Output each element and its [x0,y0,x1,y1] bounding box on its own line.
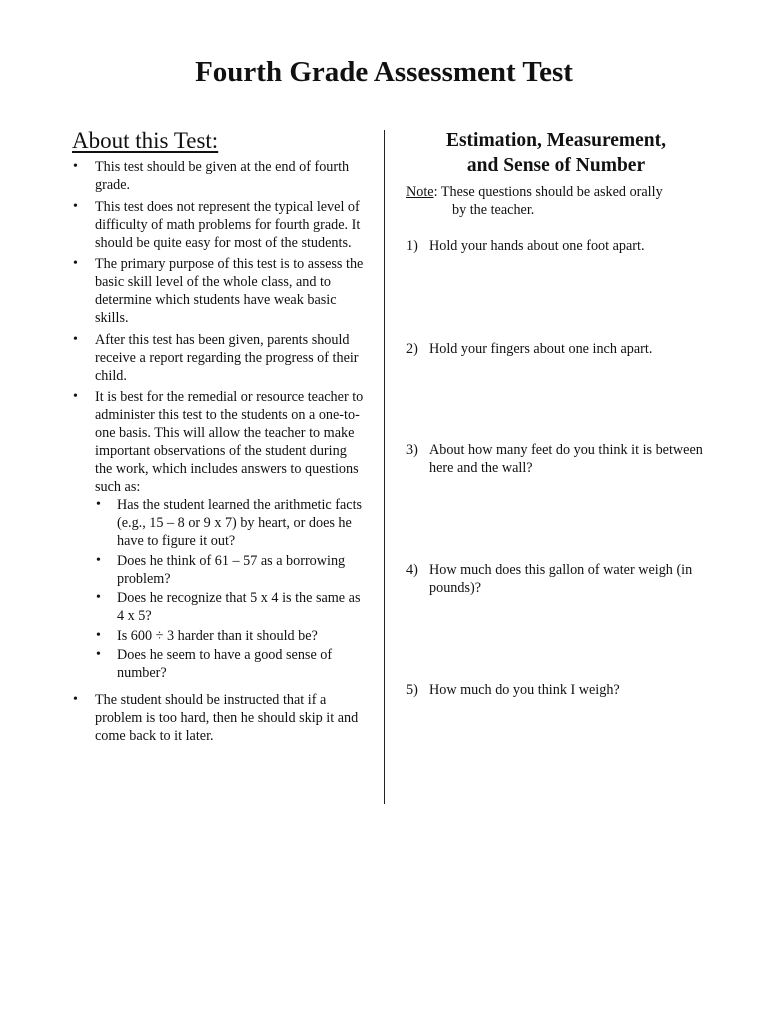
sub-list-item: • Does he seem to have a good sense of number? [95,646,364,682]
question-2 [406,340,706,358]
question-3 [406,441,706,477]
list-item-text: It is best for the remedial or resource teacher to administer this test to the students on a one-to-one basis. This will allow the teacher to make important observations of the student during the work, which includes answers to questions such as: [95,389,364,495]
about-bullet-list [72,158,364,745]
question-text: Hold your hands about one foot apart. [429,238,645,254]
list-item: • After this test has been given, parents should receive a report regarding the progress of their child. [72,331,364,385]
list-item: • The primary purpose of this test is to assess the basic skill level of the whole class, and to determine which students have weak basic skills. [72,255,364,327]
list-item [72,388,364,682]
list-item: • This test does not represent the typical level of difficulty of math problems for fourth grade. It should be quite easy for most of the students. [72,198,364,252]
question-5 [406,681,706,699]
question-text: Hold your fingers about one inch apart. [429,341,653,357]
note [406,183,706,219]
question-number: 5) [406,682,418,698]
note-text: : These questions should be asked orally [433,184,663,200]
question-number: 3) [406,442,418,458]
estimation-heading-line2: and Sense of Number [466,155,646,176]
sub-list-item: • Is 600 ÷ 3 harder than it should be? [95,627,364,645]
estimation-heading-line1: Estimation, Measurement, [445,130,667,151]
column-divider [384,130,385,804]
question-text: How much does this gallon of water weigh (in pounds)? [429,562,693,596]
note-continuation: by the teacher. [452,202,535,218]
question-1 [406,237,706,255]
question-number: 4) [406,562,418,578]
about-heading: About this Test: [72,128,219,153]
about-section [72,128,364,749]
list-item: • The student should be instructed that if a problem is too hard, then he should skip it and come back to it later. [72,691,364,745]
note-label: Note [406,184,434,200]
estimation-heading [406,128,706,178]
question-number: 2) [406,341,418,357]
sub-bullet-list [95,496,364,682]
sub-list-item: • Does he recognize that 5 x 4 is the same as 4 x 5? [95,589,364,625]
sub-list-item: • Does he think of 61 – 57 as a borrowing problem? [95,552,364,588]
question-text: How much do you think I weigh? [429,682,620,698]
estimation-section [406,128,706,698]
question-4 [406,561,706,597]
sub-list-item: • Has the student learned the arithmetic facts (e.g., 15 – 8 or 9 x 7) by heart, or does he have to figure it out? [95,496,364,550]
page-title: Fourth Grade Assessment Test [195,56,573,88]
question-number: 1) [406,238,418,254]
list-item: • This test should be given at the end of fourth grade. [72,158,364,194]
question-text: About how many feet do you think it is between here and the wall? [429,442,703,476]
